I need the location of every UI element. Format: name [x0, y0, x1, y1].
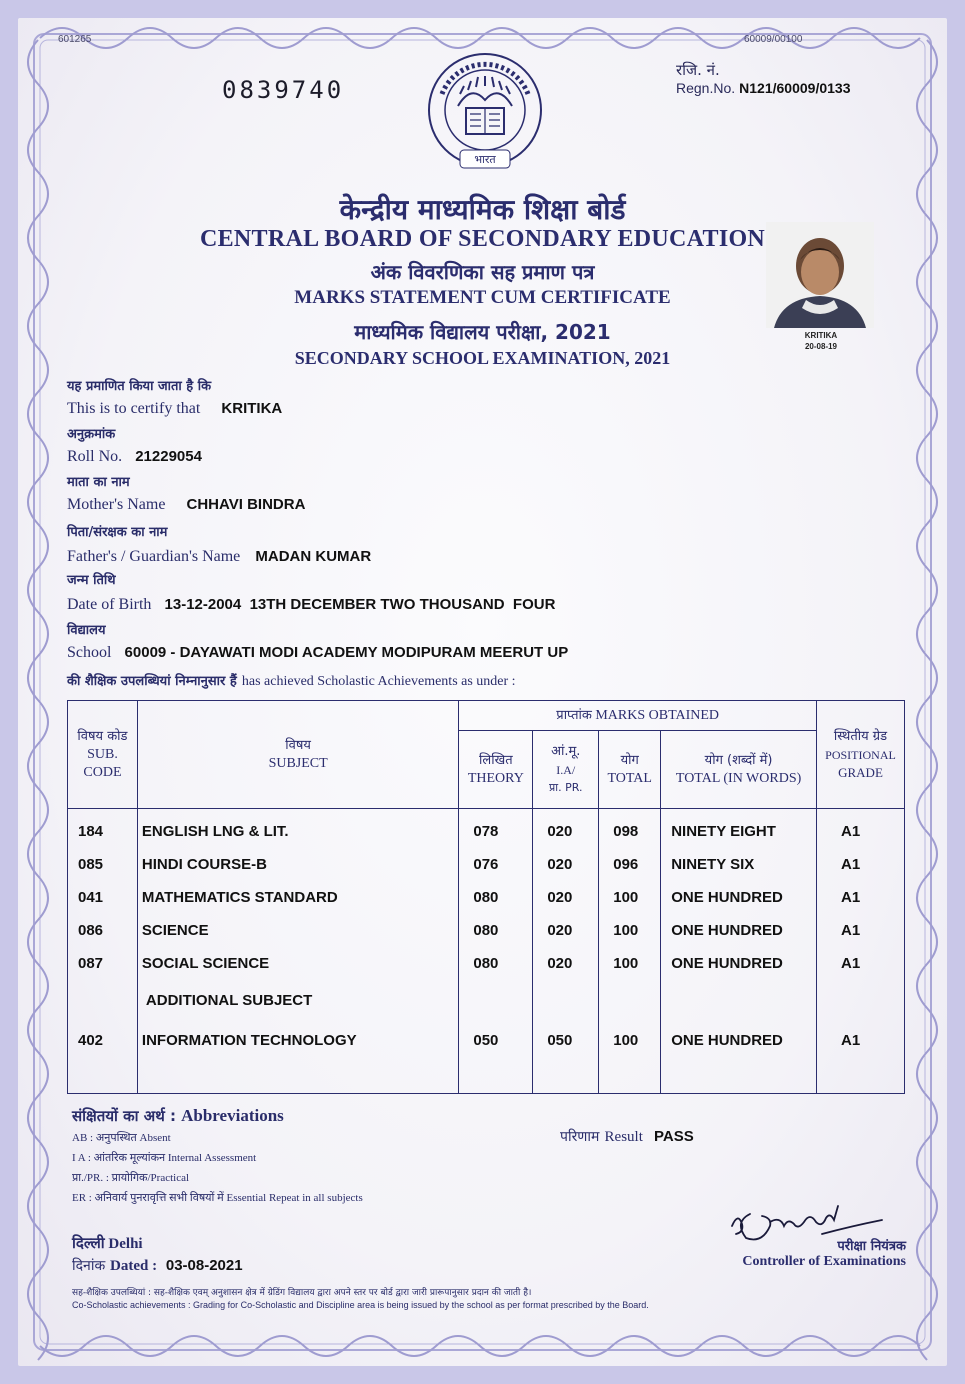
cell-ia: 020: [547, 955, 573, 972]
achievement-text: has achieved Scholastic Achievements as under :: [241, 674, 516, 689]
cell-additional-theory: 050: [473, 1032, 499, 1049]
regn-label: Regn.No.: [676, 80, 736, 96]
grade-label-2: GRADE: [838, 764, 883, 780]
cell-additional-words: ONE HUNDRED: [671, 1032, 783, 1049]
abbr-essential-repeat: ER : अनिवार्य पुनरावृत्ति सभी विषयों में Essential Repeat in all subjects: [72, 1192, 363, 1204]
registration-block: [676, 60, 850, 98]
cell-words: NINETY SIX: [671, 856, 755, 873]
col-marks-obtained: [459, 701, 817, 731]
cell-subject: MATHEMATICS STANDARD: [141, 889, 338, 906]
marks-label: MARKS OBTAINED: [595, 707, 720, 723]
cell-grade: A1: [841, 955, 861, 972]
cell-theory: 076: [473, 856, 499, 873]
theory-label: THEORY: [467, 770, 524, 786]
certify-line: [67, 398, 282, 418]
father-line: [67, 546, 371, 566]
achievement-line: [67, 670, 516, 690]
photo-caption-date: 20-08-19: [804, 342, 838, 351]
cell-theory: 080: [473, 922, 499, 939]
cell-grade: A1: [841, 823, 861, 840]
cell-grade: A1: [841, 889, 861, 906]
col-ia: [533, 731, 599, 809]
total-hindi: योग: [620, 752, 639, 768]
photo-caption: [770, 330, 872, 352]
cell-code: 086: [78, 922, 104, 939]
cell-words: ONE HUNDRED: [671, 889, 783, 906]
pr-label: प्रा. PR.: [549, 780, 583, 794]
corner-code-right: 60009/00100: [744, 34, 803, 45]
school-hindi: विद्यालय: [67, 623, 106, 638]
cell-theory: 078: [473, 823, 499, 840]
regn-number: N121/60009/0133: [739, 80, 851, 96]
marks-hindi: प्राप्तांक: [556, 707, 592, 723]
cell-subject: SCIENCE: [141, 922, 209, 939]
dob-value: 13-12-2004 13TH DECEMBER TWO THOUSAND FOUR: [164, 596, 556, 613]
theory-column: [459, 809, 533, 1094]
achievement-hindi: की शैक्षिक उपलब्धियां निम्नानुसार हैं: [67, 674, 237, 689]
cell-subject: ENGLISH LNG & LIT.: [141, 823, 289, 840]
sub-code-label-1: SUB.: [87, 746, 118, 762]
abbreviations-title-hindi: संक्षितयों का अर्थ :: [72, 1107, 177, 1125]
grade-column: [817, 809, 905, 1094]
abbreviations-title-english: Abbreviations: [181, 1106, 284, 1125]
spacer: [78, 988, 137, 1032]
controller-hindi: परीक्षा नियंत्रक: [837, 1239, 906, 1254]
grade-hindi: स्थितीय ग्रेड: [833, 728, 888, 744]
regn-hindi-label: रजि. नं.: [676, 61, 720, 79]
result-label: Result: [604, 1129, 643, 1145]
document-title-hindi: अंक विवरणिका सह प्रमाण पत्र: [370, 260, 595, 284]
school-label: School: [67, 644, 112, 661]
board-title: CENTRAL BOARD OF SECONDARY EDUCATION: [199, 226, 766, 252]
cell-total: 100: [613, 922, 639, 939]
student-photo: [766, 222, 874, 328]
roll-line: [67, 446, 202, 466]
photo-caption-name: KRITIKA: [804, 331, 838, 340]
total-label: TOTAL: [607, 770, 652, 786]
spacer: [547, 988, 598, 1032]
certify-hindi: यह प्रमाणित किया जाता है कि: [67, 379, 212, 394]
table-header-top: [68, 701, 905, 731]
col-sub-code: [68, 701, 138, 809]
mother-label: Mother's Name: [67, 496, 166, 513]
words-hindi: योग (शब्दों में): [704, 752, 773, 768]
result-value: PASS: [653, 1128, 694, 1145]
spacer: [671, 988, 816, 1032]
additional-subject-heading: ADDITIONAL SUBJECT: [145, 992, 313, 1009]
roll-label: Roll No.: [67, 448, 123, 465]
controller-block: [706, 1236, 906, 1270]
cell-total: 100: [613, 889, 639, 906]
spacer: [841, 988, 904, 1032]
cell-grade: A1: [841, 922, 861, 939]
document-title: MARKS STATEMENT CUM CERTIFICATE: [294, 287, 671, 308]
cell-code: 085: [78, 856, 104, 873]
cell-grade: A1: [841, 856, 861, 873]
board-title-hindi: केन्द्रीय माध्यमिक शिक्षा बोर्ड: [339, 193, 626, 226]
cell-ia: 020: [547, 823, 573, 840]
cell-code: 041: [78, 889, 104, 906]
cell-code: 087: [78, 955, 104, 972]
cell-theory: 080: [473, 889, 499, 906]
cell-code: 184: [78, 823, 104, 840]
col-total-words: [661, 731, 817, 809]
dated-line: [72, 1256, 243, 1275]
cell-theory: 080: [473, 955, 499, 972]
words-column: [661, 809, 817, 1094]
cell-total: 096: [613, 856, 639, 873]
dated-label: Dated :: [110, 1258, 158, 1274]
father-hindi: पिता/संरक्षक का नाम: [67, 525, 168, 540]
table-body: [68, 809, 905, 1094]
ia-label: I.A/: [556, 762, 576, 777]
cell-additional-grade: A1: [841, 1032, 861, 1049]
footer-note-hindi: सह-शैक्षिक उपलब्धियां : सह-शैक्षिक एवम् अनुशासन क्षेत्र में ग्रेडिंग विद्यालय द्वारा अपने स्तर पर बोर्ड द्वारा जारी प्रारूपानुसार प्रदान की जाती है।: [72, 1288, 532, 1298]
subject-hindi: विषय: [285, 737, 311, 753]
codes-column: [68, 809, 138, 1094]
mother-line: [67, 494, 305, 514]
exam-title-hindi: माध्यमिक विद्यालय परीक्षा, 2021: [354, 320, 611, 344]
father-label: Father's / Guardian's Name: [67, 548, 241, 565]
cell-ia: 020: [547, 856, 573, 873]
dob-line: [67, 594, 555, 614]
cell-words: ONE HUNDRED: [671, 955, 783, 972]
cell-additional-ia: 050: [547, 1032, 573, 1049]
school-line: [67, 642, 568, 662]
ia-hindi: आं.मू.: [551, 743, 581, 759]
cell-ia: 020: [547, 922, 573, 939]
col-subject: [137, 701, 458, 809]
dated-hindi: दिनांक: [72, 1258, 106, 1274]
cbse-emblem-icon: [424, 50, 546, 180]
serial-number: 0839740: [222, 76, 345, 104]
col-theory: [459, 731, 533, 809]
words-label: TOTAL (IN WORDS): [675, 770, 802, 786]
subject-label: SUBJECT: [268, 755, 328, 771]
cell-additional-subject: INFORMATION TECHNOLOGY: [141, 1032, 357, 1049]
sub-code-label-2: CODE: [83, 764, 122, 780]
subjects-column: [137, 809, 458, 1094]
result-line: [560, 1126, 694, 1146]
dob-hindi: जन्म तिथि: [67, 573, 116, 588]
cell-additional-total: 100: [613, 1032, 639, 1049]
sub-code-hindi: विषय कोड: [77, 728, 128, 744]
roll-hindi: अनुक्रमांक: [67, 427, 116, 442]
student-name: KRITIKA: [221, 400, 283, 417]
spacer: [473, 988, 532, 1032]
cell-subject: HINDI COURSE-B: [141, 856, 267, 873]
grade-label-1: POSITIONAL: [825, 747, 896, 762]
school-name: 60009 - DAYAWATI MODI ACADEMY MODIPURAM MEERUT UP: [124, 644, 569, 661]
abbr-absent: AB : अनुपस्थित Absent: [72, 1132, 171, 1144]
mother-name: CHHAVI BINDRA: [186, 496, 306, 513]
controller-title: Controller of Examinations: [742, 1254, 906, 1269]
emblem-label: भारत: [474, 153, 496, 166]
cell-subject: SOCIAL SCIENCE: [141, 955, 270, 972]
col-grade: [817, 701, 905, 809]
col-total: [599, 731, 661, 809]
cell-total: 100: [613, 955, 639, 972]
dob-label: Date of Birth: [67, 596, 152, 613]
ia-column: [533, 809, 599, 1094]
footer-note: Co-Scholastic achievements : Grading for Co-Scholastic and Discipline area is being issued by the school as per format prescribed by the Board.: [72, 1300, 649, 1310]
abbreviations-title: [72, 1106, 284, 1126]
total-column: [599, 809, 661, 1094]
cell-total: 098: [613, 823, 639, 840]
cell-additional-code: 402: [78, 1032, 104, 1049]
place: दिल्ली Delhi: [72, 1236, 143, 1252]
abbr-practical: प्रा./PR. : प्रायोगिक/Practical: [72, 1172, 190, 1184]
cell-words: NINETY EIGHT: [671, 823, 776, 840]
exam-title: SECONDARY SCHOOL EXAMINATION, 2021: [294, 348, 671, 368]
mother-hindi: माता का नाम: [67, 475, 130, 490]
marks-table: [67, 700, 905, 1094]
corner-code-left: 601265: [58, 34, 92, 45]
father-name: MADAN KUMAR: [255, 548, 372, 565]
cell-ia: 020: [547, 889, 573, 906]
theory-hindi: लिखित: [479, 752, 513, 768]
certify-label: This is to certify that: [67, 400, 201, 417]
result-hindi: परिणाम: [560, 1129, 600, 1145]
abbr-internal-assessment: I A : आंतरिक मूल्यांकन Internal Assessment: [72, 1152, 257, 1164]
roll-number: 21229054: [135, 448, 202, 465]
cell-words: ONE HUNDRED: [671, 922, 783, 939]
dated-value: 03-08-2021: [165, 1257, 243, 1274]
spacer: [613, 988, 660, 1032]
